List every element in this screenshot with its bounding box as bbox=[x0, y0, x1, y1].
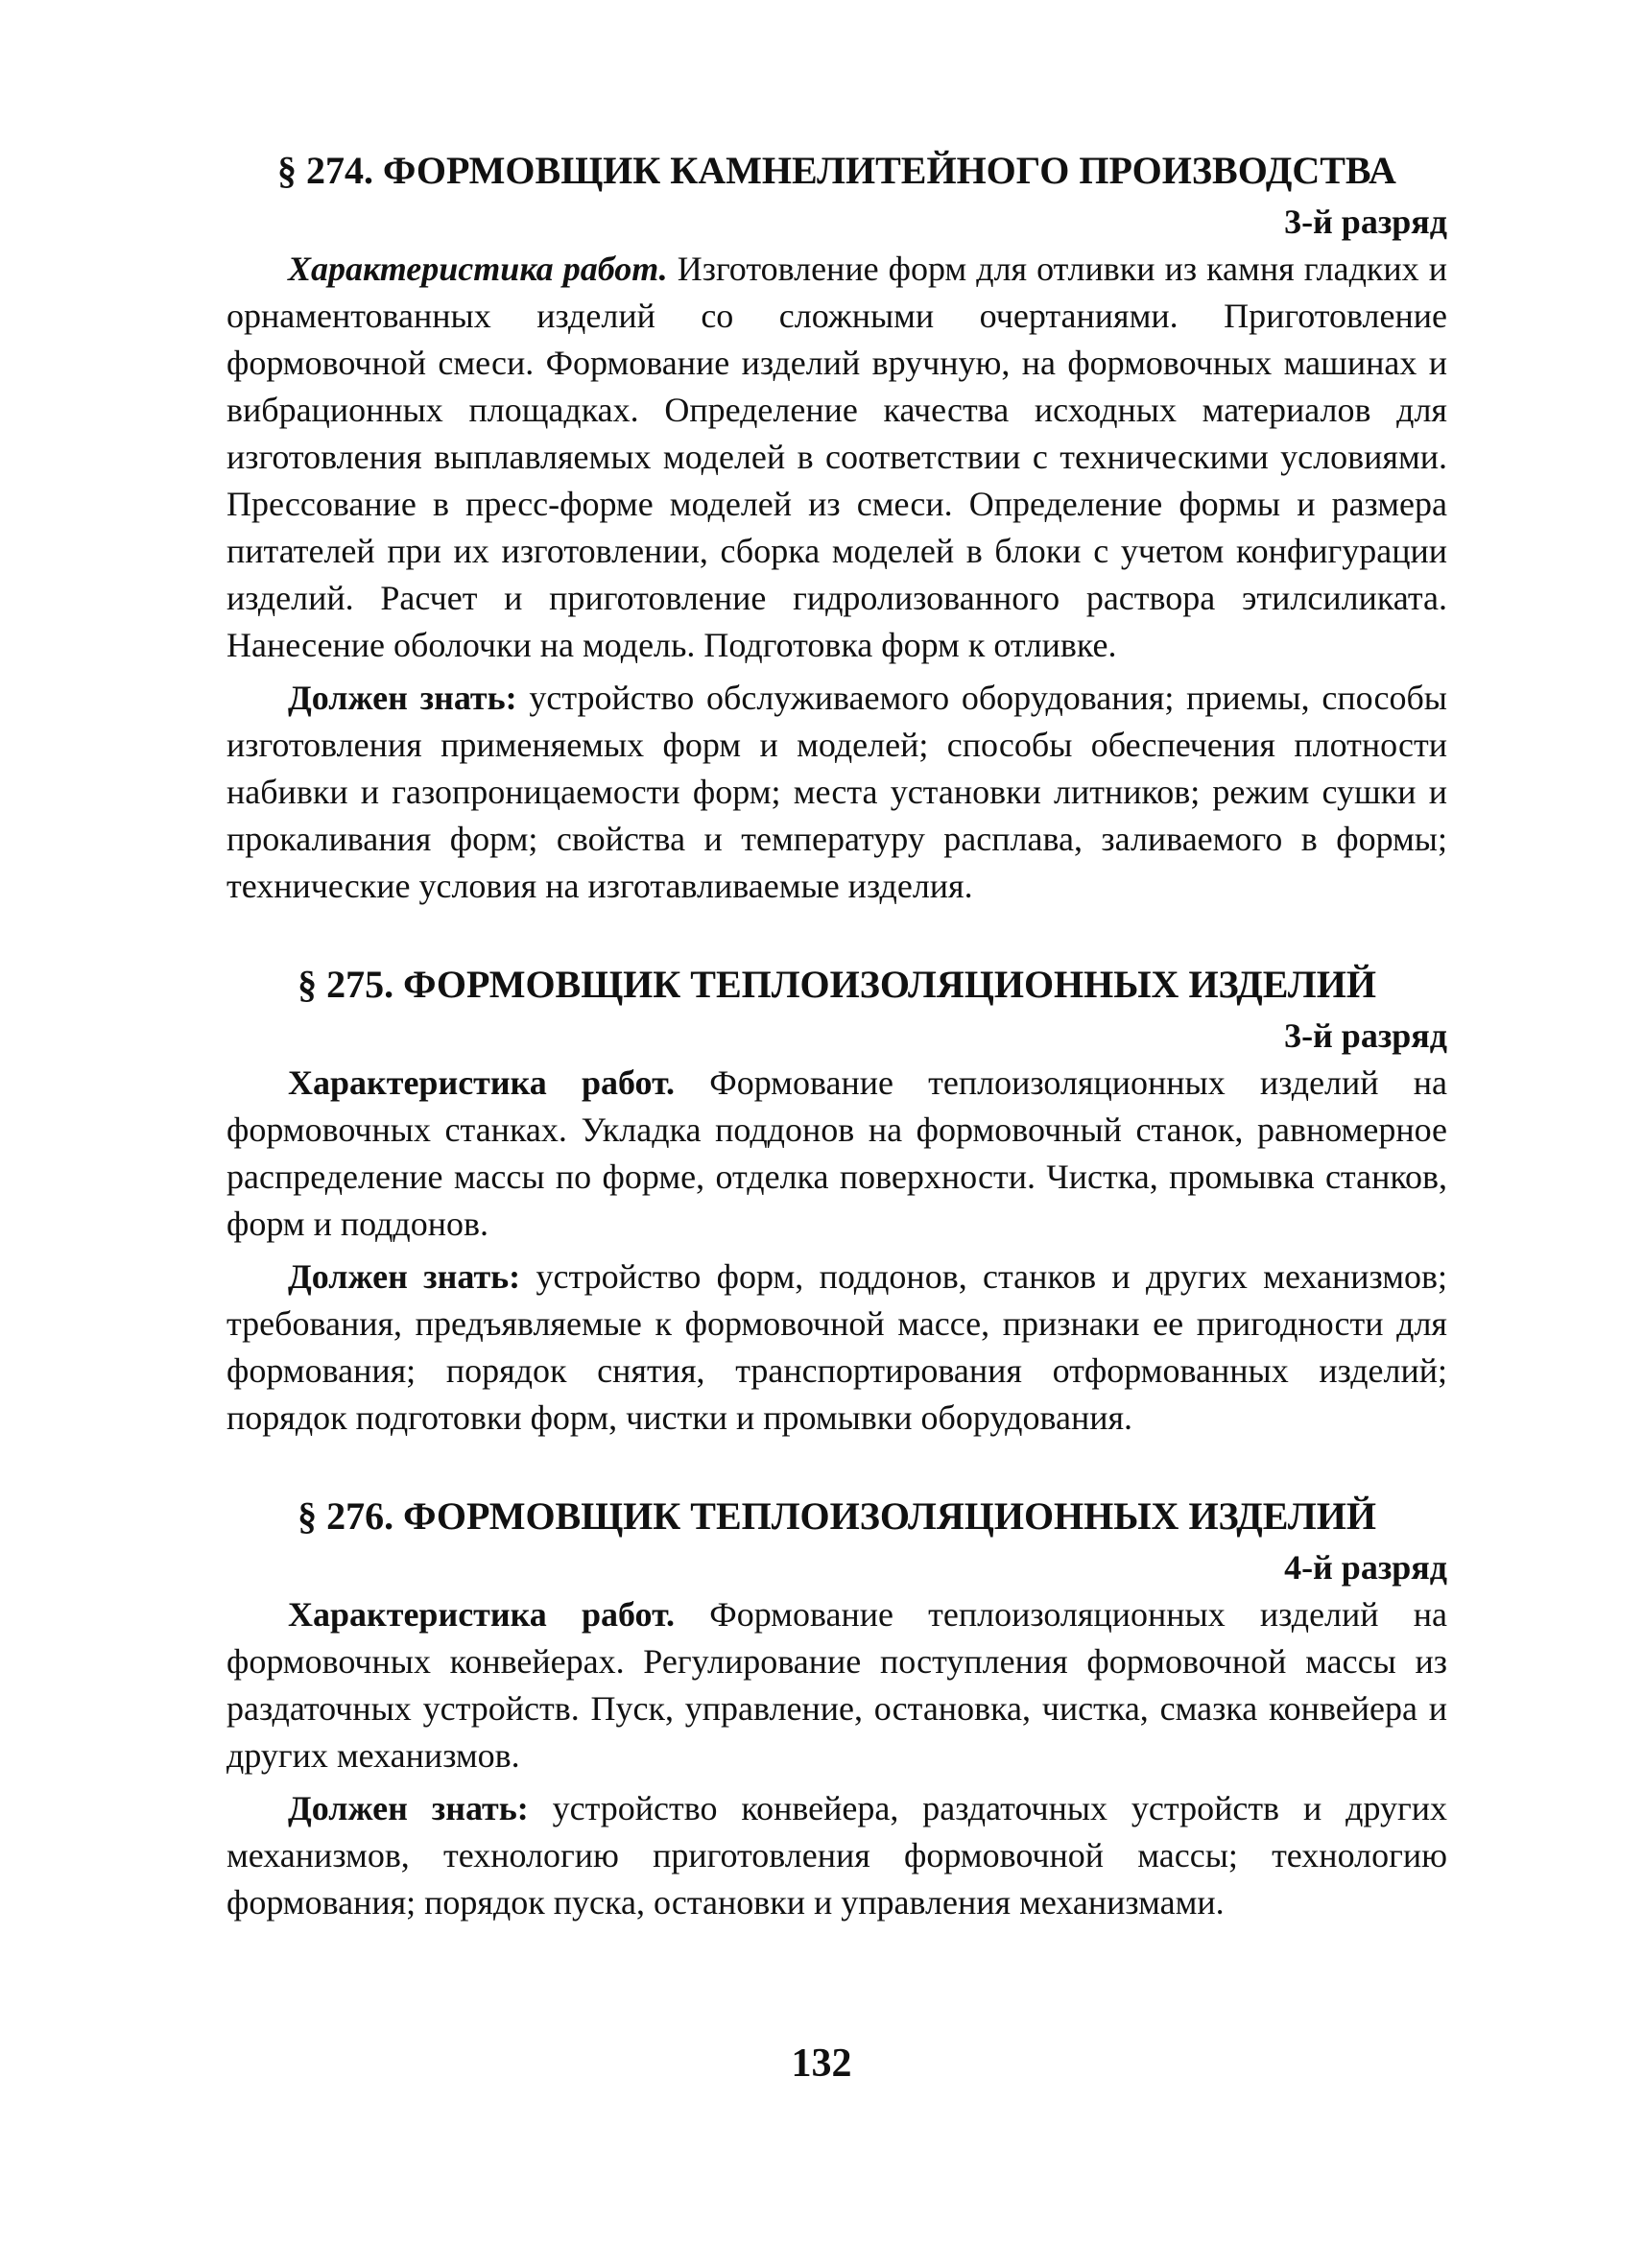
work-characteristics-text: Формование теплоизоляционных изделий на формовочных конвейерах. Регулирование поступления формовочной массы из раздаточных устройств. Пуск, управление, остановка, чистка, смазка конвейера и других механизмов. bbox=[226, 1595, 1448, 1775]
work-characteristics-paragraph bbox=[226, 1591, 1447, 1779]
section-grade: 4-й разряд bbox=[1284, 1548, 1447, 1587]
required-knowledge-text: устройство форм, поддонов, станков и других механизмов; требования, предъявляемые к формовочной массе, признаки ее пригодности для формования; порядок снятия, транспортирования отформованных изделий; порядок подготовки форм, чистки и промывки оборудования. bbox=[226, 1257, 1447, 1437]
work-characteristics-text: Формование теплоизоляционных изделий на формовочных станках. Укладка поддонов на формовочный станок, равномерное распределение массы по форме, отделка поверхности. Чистка, промывка станков, форм и поддонов. bbox=[226, 1063, 1448, 1243]
section-275 bbox=[226, 958, 1447, 1442]
section-heading: § 274. ФОРМОВЩИК КАМНЕЛИТЕЙНОГО ПРОИЗВОДСТВА bbox=[277, 149, 1396, 192]
required-knowledge-label: Должен знать: bbox=[288, 1257, 521, 1296]
work-characteristics-text: Изготовление форм для отливки из камня гладких и орнаментованных изделий со сложными очертаниями. Приготовление формовочной смеси. Формование изделий вручную, на формовочных машинах и вибрационных площадках. Определение качества исходных материалов для изготовления выплавляемых моделей в соответствии с техническими условиями. Прессование в пресс-форме моделей из смеси. Определение формы и размера питателей при их изготовлении, сборка моделей в блоки с учетом конфигурации изделий. Расчет и приготовление гидролизованного раствора этилсиликата. Нанесение оболочки на модель. Подготовка форм к отливке. bbox=[226, 250, 1447, 664]
section-274 bbox=[226, 144, 1447, 910]
section-heading: § 275. ФОРМОВЩИК ТЕПЛОИЗОЛЯЦИОННЫХ ИЗДЕЛИЙ bbox=[298, 963, 1376, 1006]
section-276 bbox=[226, 1490, 1447, 1926]
required-knowledge-text: устройство конвейера, раздаточных устройств и других механизмов, технологию приготовления формовочной массы; технологию формования; порядок пуска, остановки и управления механизмами. bbox=[226, 1789, 1448, 1922]
required-knowledge-paragraph bbox=[226, 675, 1447, 910]
required-knowledge-label: Должен знать: bbox=[288, 1789, 529, 1827]
work-characteristics-paragraph bbox=[226, 1060, 1447, 1248]
work-characteristics-label: Характеристика работ. bbox=[288, 1063, 676, 1102]
section-grade: 3-й разряд bbox=[1284, 203, 1447, 241]
required-knowledge-paragraph bbox=[226, 1785, 1447, 1926]
section-grade: 3-й разряд bbox=[1284, 1016, 1447, 1055]
work-characteristics-paragraph bbox=[226, 246, 1447, 669]
work-characteristics-label: Характеристика работ. bbox=[288, 250, 668, 288]
required-knowledge-label: Должен знать: bbox=[288, 679, 517, 717]
required-knowledge-paragraph bbox=[226, 1253, 1447, 1442]
page-content bbox=[226, 144, 1447, 1932]
page-number: 132 bbox=[791, 2041, 852, 2086]
work-characteristics-label: Характеристика работ. bbox=[288, 1595, 676, 1634]
section-heading: § 276. ФОРМОВЩИК ТЕПЛОИЗОЛЯЦИОННЫХ ИЗДЕЛИЙ bbox=[298, 1494, 1376, 1538]
required-knowledge-text: устройство обслуживаемого оборудования; приемы, способы изготовления применяемых форм и моделей; способы обеспечения плотности набивки и газопроницаемости форм; места установки литников; режим сушки и прокаливания форм; свойства и температуру расплава, заливаемого в формы; технические условия на изготавливаемые изделия. bbox=[226, 679, 1447, 905]
